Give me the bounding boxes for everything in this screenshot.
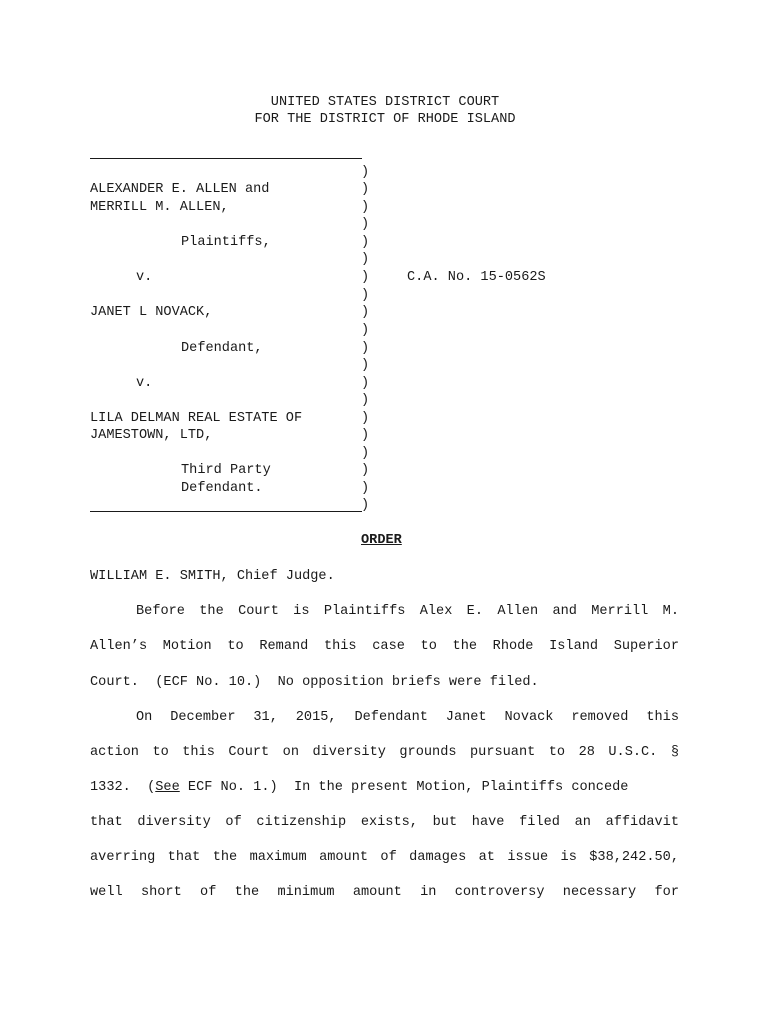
caption-paren: ) xyxy=(361,305,370,320)
paragraph-2-line-1: On December 31, 2015, Defendant Janet Novack removed this xyxy=(136,710,679,725)
caption-paren: ) xyxy=(361,463,370,478)
caption-paren: ) xyxy=(361,481,370,496)
caption-paren: ) xyxy=(361,235,370,250)
paragraph-2-line-3-start: 1332. ( xyxy=(90,780,156,795)
paragraph-2-line-3 xyxy=(90,781,628,795)
paragraph-2-line-4: that diversity of citizenship exists, but have filed an affidavit xyxy=(90,815,679,830)
caption-paren: ) xyxy=(361,393,370,408)
third-party-role-line1: Third Party xyxy=(181,463,271,478)
caption-paren: ) xyxy=(361,411,370,426)
see-signal: See xyxy=(155,780,180,795)
caption-top-rule xyxy=(90,158,362,159)
caption-paren: ) xyxy=(361,165,370,180)
defendant-role: Defendant, xyxy=(181,341,263,356)
paragraph-2-line-6: well short of the minimum amount in controversy necessary for xyxy=(90,885,679,900)
judge-line: WILLIAM E. SMITH, Chief Judge. xyxy=(90,569,335,584)
plaintiffs-name-line2: MERRILL M. ALLEN, xyxy=(90,200,229,215)
caption-paren: ) xyxy=(361,200,370,215)
plaintiffs-role: Plaintiffs, xyxy=(181,235,271,250)
caption-paren: ) xyxy=(361,217,370,232)
paragraph-2-line-2: action to this Court on diversity grounds pursuant to 28 U.S.C. § xyxy=(90,745,679,760)
versus-2: v. xyxy=(136,376,153,391)
caption-paren: ) xyxy=(361,323,370,338)
third-party-name-line1: LILA DELMAN REAL ESTATE OF xyxy=(90,411,303,426)
versus-1: v. xyxy=(136,270,153,285)
caption-paren: ) xyxy=(361,498,370,513)
caption-paren: ) xyxy=(361,182,370,197)
caption-paren: ) xyxy=(361,376,370,391)
court-name: UNITED STATES DISTRICT COURT xyxy=(270,95,500,110)
order-title: ORDER xyxy=(361,533,402,548)
plaintiffs-name-line1: ALEXANDER E. ALLEN and xyxy=(90,182,270,197)
paragraph-1-line-2: Allen’s Motion to Remand this case to the Rhode Island Superior xyxy=(90,639,679,654)
paragraph-2-line-5: averring that the maximum amount of damages at issue is $38,242.50, xyxy=(90,850,679,865)
paragraph-1-line-1: Before the Court is Plaintiffs Alex E. Allen and Merrill M. xyxy=(136,604,679,619)
court-district: FOR THE DISTRICT OF RHODE ISLAND xyxy=(254,112,516,127)
caption-paren: ) xyxy=(361,270,370,285)
paragraph-2-line-3-end: ECF No. 1.) In the present Motion, Plaintiffs concede xyxy=(179,780,629,795)
caption-paren: ) xyxy=(361,428,370,443)
caption-paren: ) xyxy=(361,288,370,303)
third-party-name-line2: JAMESTOWN, LTD, xyxy=(90,428,213,443)
caption-paren: ) xyxy=(361,252,370,267)
third-party-role-line2: Defendant. xyxy=(181,481,263,496)
case-number: C.A. No. 15-0562S xyxy=(407,270,546,285)
defendant-name: JANET L NOVACK, xyxy=(90,305,213,320)
caption-paren: ) xyxy=(361,358,370,373)
paragraph-1-line-3: Court. (ECF No. 10.) No opposition briefs were filed. xyxy=(90,675,539,690)
caption-paren: ) xyxy=(361,446,370,461)
caption-bottom-rule xyxy=(90,511,362,512)
caption-paren: ) xyxy=(361,341,370,356)
